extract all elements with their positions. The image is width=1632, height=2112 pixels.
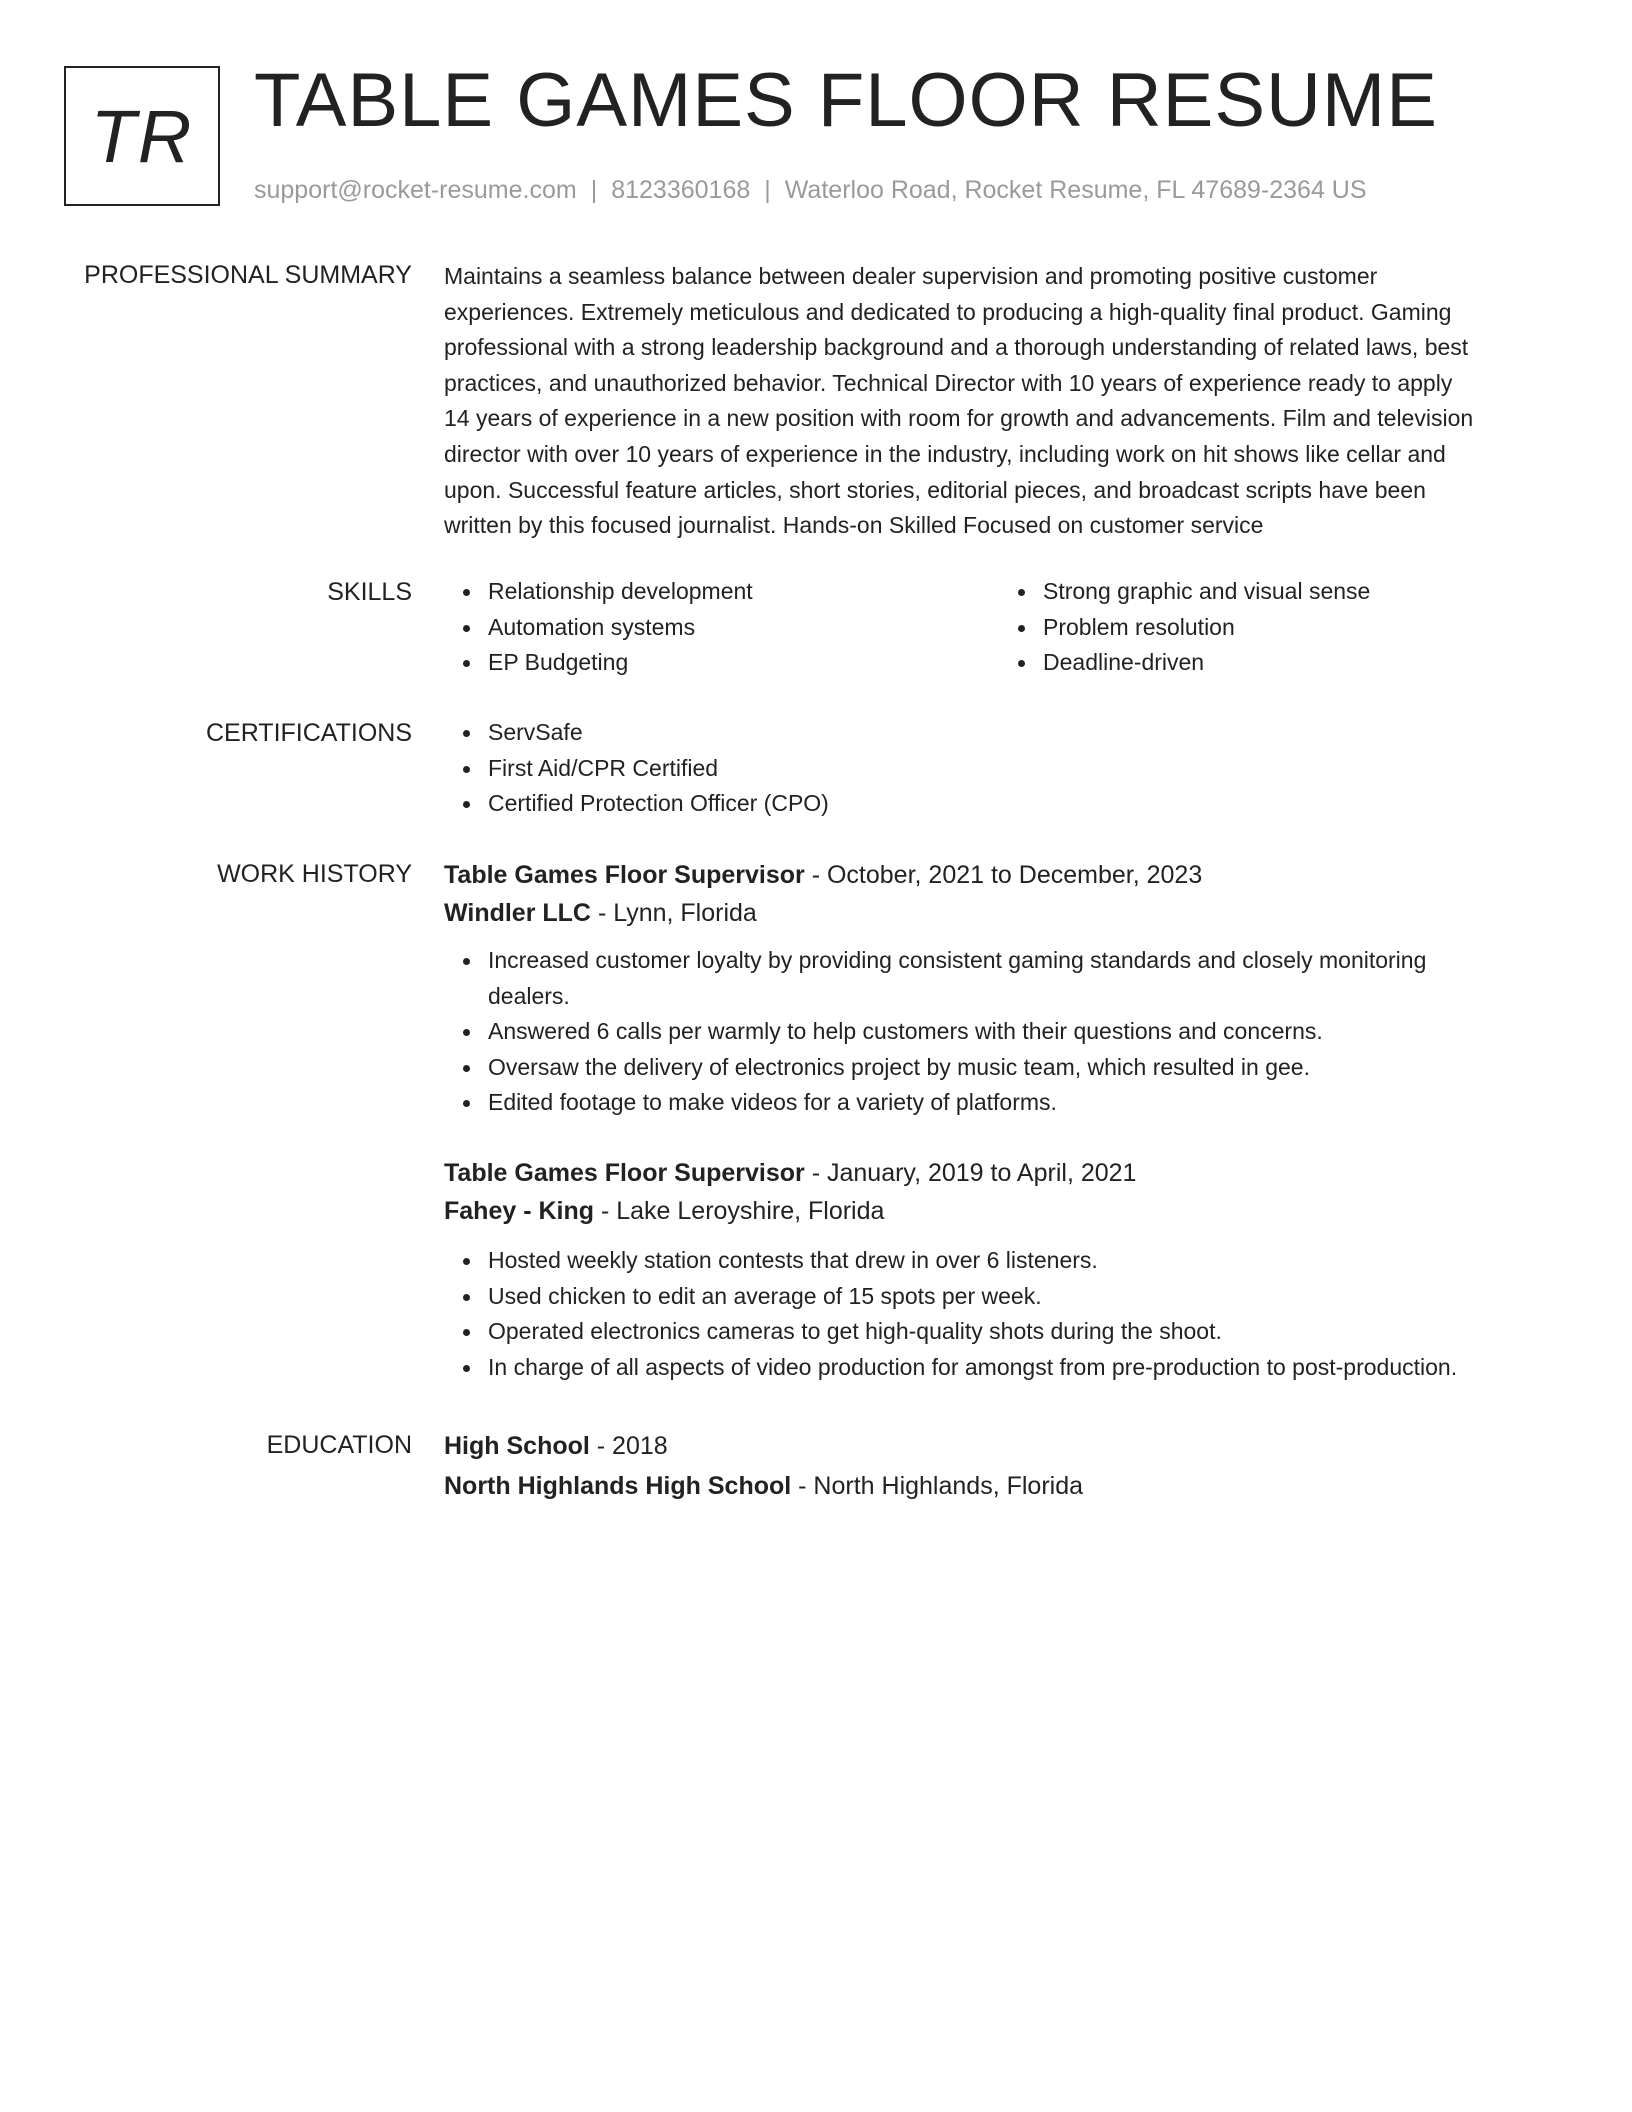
summary-text — [444, 259, 1554, 544]
job-title-line — [444, 1154, 1554, 1192]
job-company: Windler LLC — [444, 899, 591, 927]
skills-grid — [444, 574, 1554, 681]
summary-line: Maintains a seamless balance between dealer supervision and promoting positive customer — [444, 263, 1378, 289]
certification-item: First Aid/CPR Certified — [488, 751, 1554, 787]
contact-separator: | — [590, 176, 598, 204]
certification-item: Certified Protection Officer (CPO) — [488, 786, 1554, 822]
education-location: - North Highlands, Florida — [791, 1472, 1084, 1500]
monogram-text: TR — [90, 94, 194, 178]
section-label-summary: PROFESSIONAL SUMMARY — [84, 261, 412, 289]
summary-line: upon. Successful feature articles, short stories, editorial pieces, and broadcast scripts have been — [444, 476, 1426, 503]
contact-email: support@rocket-resume.com — [254, 176, 577, 204]
job-bullet: Used chicken to edit an average of 15 spots per week. — [488, 1279, 1554, 1315]
job-title-line — [444, 856, 1554, 894]
job-bullet: Answered 6 calls per warmly to help customers with their questions and concerns. — [488, 1014, 1554, 1050]
skills-list-left — [444, 574, 999, 681]
summary-line: 14 years of experience in a new position with room for growth and advancements. Film and television — [444, 405, 1474, 432]
monogram-badge — [64, 66, 220, 206]
resume-title: TABLE GAMES FLOOR RESUME — [254, 58, 1438, 143]
section-label-certifications: CERTIFICATIONS — [205, 719, 412, 747]
education-school: North Highlands High School — [444, 1472, 792, 1500]
skill-item: Strong graphic and visual sense — [1043, 574, 1554, 610]
contact-line — [254, 173, 1367, 207]
job-company: Fahey - King — [444, 1196, 595, 1225]
skill-item: Deadline-driven — [1043, 645, 1554, 681]
section-label-education: EDUCATION — [266, 1431, 412, 1459]
section-label-work-history: WORK HISTORY — [217, 860, 412, 888]
job-bullet: Oversaw the delivery of electronics project by music team, which resulted in gee. — [488, 1050, 1554, 1086]
job-bullets — [444, 943, 1554, 1121]
job-entry — [444, 1154, 1554, 1385]
summary-line: professional with a strong leadership background and a thorough understanding of related laws, best — [444, 334, 1469, 361]
contact-separator: | — [764, 176, 771, 204]
education-school-line — [444, 1467, 1554, 1505]
certifications-body — [444, 715, 1554, 822]
summary-line: written by this focused journalist. Hands-on Skilled Focused on customer service — [444, 512, 1264, 539]
work-history-body — [444, 856, 1554, 1385]
job-location: - Lake Leroyshire, Florida — [594, 1196, 885, 1225]
education-degree-line — [444, 1427, 1554, 1465]
summary-body — [444, 259, 1554, 544]
job-bullet-text: dealers. — [488, 982, 570, 1009]
job-dates: - October, 2021 to December, 2023 — [804, 861, 1203, 889]
certification-item: ServSafe — [488, 715, 1554, 751]
job-location: - Lynn, Florida — [591, 899, 757, 927]
job-company-line — [444, 894, 1554, 932]
job-company-line — [444, 1192, 1554, 1230]
job-title: Table Games Floor Supervisor — [444, 861, 805, 889]
skill-item: Relationship development — [488, 574, 999, 610]
skills-body — [444, 574, 1554, 681]
job-entry — [444, 856, 1554, 1121]
skill-item: EP Budgeting — [488, 645, 999, 681]
contact-phone: 8123360168 — [611, 176, 751, 204]
education-body — [444, 1427, 1554, 1505]
job-bullet-text: Increased customer loyalty by providing consistent gaming standards and closely monitoring — [488, 947, 1427, 973]
job-bullet: Edited footage to make videos for a variety of platforms. — [488, 1085, 1554, 1121]
summary-line: experiences. Extremely meticulous and dedicated to producing a high-quality final product. Gaming — [444, 298, 1452, 325]
certifications-list — [444, 715, 1554, 822]
skill-item: Automation systems — [488, 610, 999, 646]
job-dates: - January, 2019 to April, 2021 — [804, 1158, 1137, 1187]
job-title: Table Games Floor Supervisor — [444, 1158, 805, 1187]
skills-list-right — [999, 574, 1554, 681]
section-label-skills: SKILLS — [327, 578, 412, 606]
skill-item: Problem resolution — [1043, 610, 1554, 646]
job-bullet: Operated electronics cameras to get high-quality shots during the shoot. — [488, 1314, 1554, 1350]
job-bullet: Hosted weekly station contests that drew in over 6 listeners. — [488, 1243, 1554, 1279]
job-bullets — [444, 1243, 1554, 1385]
summary-line: practices, and unauthorized behavior. Technical Director with 10 years of experience ready to apply — [444, 369, 1453, 396]
contact-address: Waterloo Road, Rocket Resume, FL 47689-2364 US — [784, 176, 1367, 204]
job-bullet — [488, 943, 1554, 1014]
summary-line: director with over 10 years of experience in the industry, including work on hit shows like cellar and — [444, 440, 1446, 467]
education-year: - 2018 — [589, 1432, 668, 1460]
job-bullet: In charge of all aspects of video production for amongst from pre-production to post-production. — [488, 1350, 1554, 1386]
education-degree: High School — [444, 1432, 590, 1460]
